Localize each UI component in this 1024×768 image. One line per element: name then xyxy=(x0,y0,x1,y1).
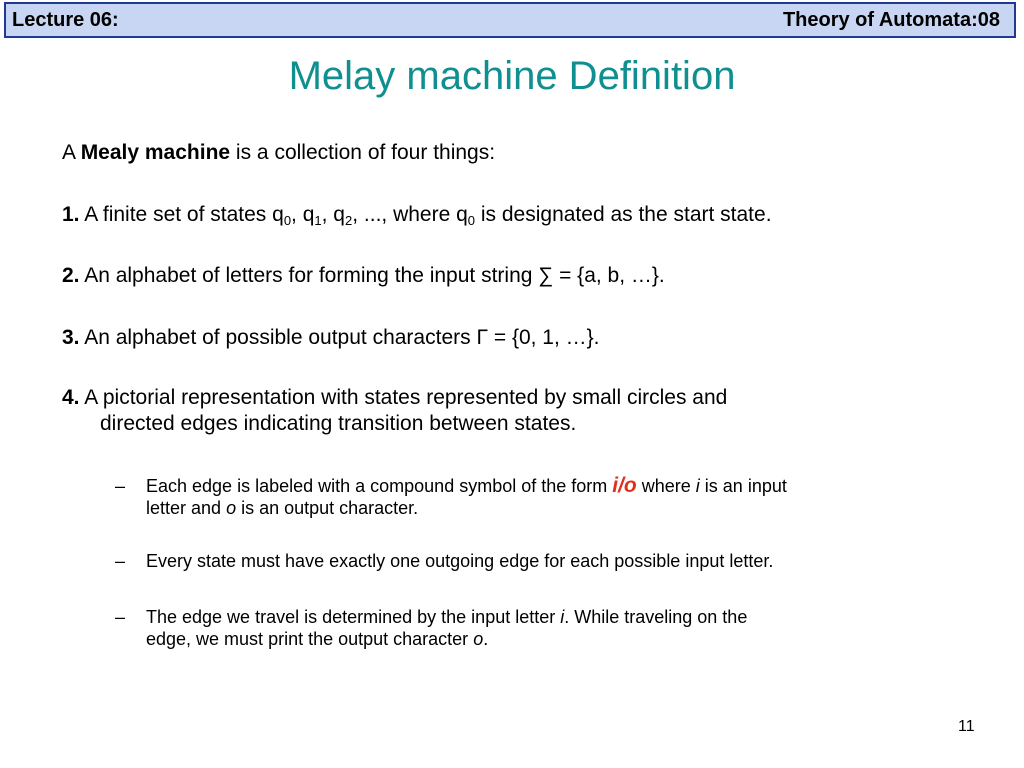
lecture-label: Lecture 06: xyxy=(12,8,119,31)
item-1: 1. A finite set of states $q_0$, $q_1$, $q_2$, ..., where $q_0$ is designated as the start state. xyxy=(62,203,772,228)
item-3: 3. An alphabet of possible output characters Γ = {0, 1, …}. xyxy=(62,326,600,349)
mealy-machine-term: Mealy machine xyxy=(80,141,231,164)
page-number: 11 xyxy=(958,718,975,735)
item-4: 4. A pictorial representation with states represented by small circles and directed edges indicating transition between states. xyxy=(62,386,728,435)
item-2: 2. An alphabet of letters for forming the input string ∑ = {a, b, …}. xyxy=(62,264,665,287)
intro-paragraph: A Mealy machine is a collection of four things: xyxy=(62,141,496,164)
io-symbol: i/o xyxy=(612,474,637,497)
slide-title: Melay machine Definition xyxy=(288,54,736,98)
slide-header xyxy=(4,2,1016,38)
course-label: Theory of Automata:08 xyxy=(782,8,1000,31)
